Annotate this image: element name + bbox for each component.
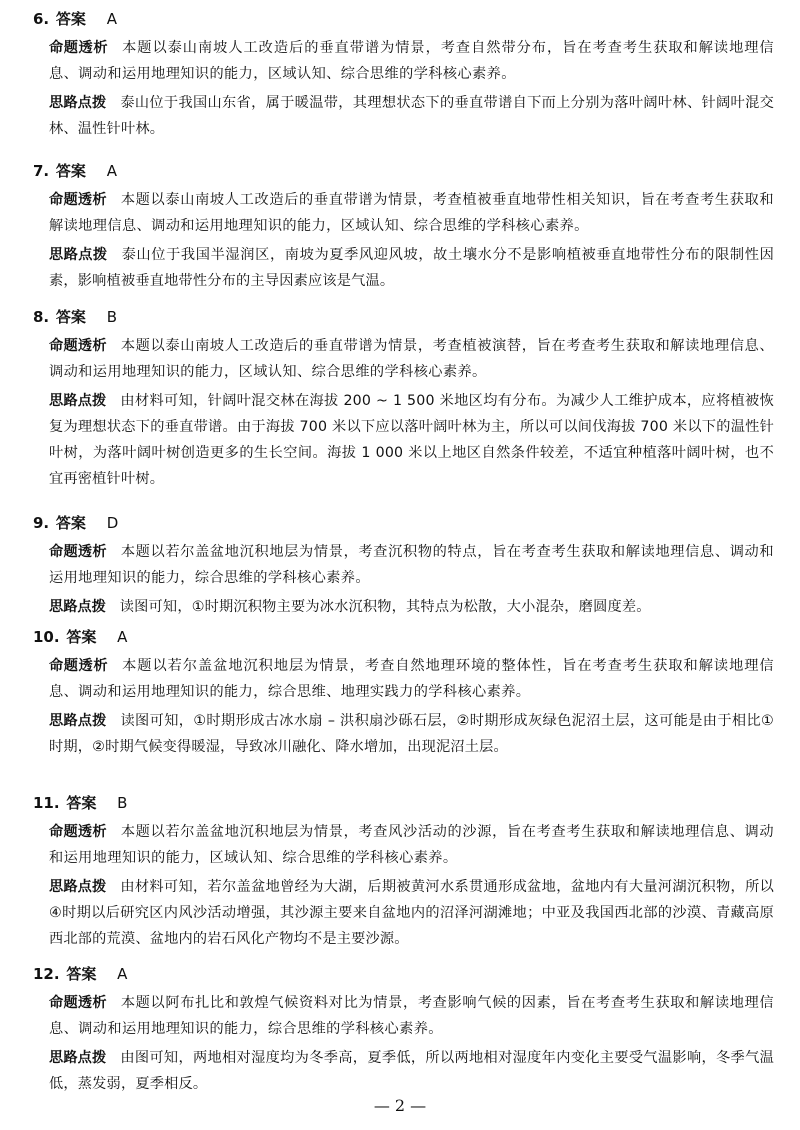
- analysis-paragraph: [49, 333, 774, 385]
- question-10: [33, 626, 774, 760]
- answer-value: A: [117, 965, 128, 983]
- question-header: [33, 626, 774, 648]
- hint-text: 读图可知，①时期形成古冰水扇 – 洪积扇沙砾石层，②时期形成灰绿色泥沼土层，这可能是由于相比①时期，②时期气候变得暖湿，导致冰川融化、降水增加，出现泥沼土层。: [49, 713, 774, 755]
- question-number: 6.: [33, 10, 50, 28]
- hint-label: 思路点拨: [49, 599, 106, 615]
- analysis-paragraph: [49, 990, 774, 1042]
- analysis-label: 命题透析: [49, 338, 107, 354]
- question-header: [33, 512, 774, 534]
- question-number: 12.: [33, 965, 60, 983]
- analysis-paragraph: [49, 35, 774, 87]
- hint-label: 思路点拨: [49, 713, 107, 729]
- analysis-paragraph: [49, 819, 774, 871]
- answer-value: D: [106, 514, 119, 532]
- analysis-paragraph: [49, 653, 774, 705]
- analysis-text: 本题以阿布扎比和敦煌气候资料对比为情景，考查影响气候的因素，旨在考查考生获取和解读地理信息、调动和运用地理知识的能力，综合思维的学科核心素养。: [49, 995, 774, 1037]
- page-number: — 2 —: [373, 1096, 427, 1115]
- hint-text: 泰山位于我国山东省，属于暖温带，其理想状态下的垂直带谱自下而上分别为落叶阔叶林、针阔叶混交林、温性针叶林。: [49, 95, 774, 137]
- question-header: [33, 963, 774, 985]
- question-7: [33, 160, 774, 294]
- hint-text: 由材料可知，若尔盖盆地曾经为大湖，后期被黄河水系贯通形成盆地，盆地内有大量河湖沉积物，所以④时期以后研究区内风沙活动增强，其沙源主要来自盆地内的沼泽河湖滩地；中亚及我国西北部的沙漠、青藏高原西北部的荒漠、盆地内的岩石风化产物均不是主要沙源。: [49, 879, 774, 947]
- question-number: 10.: [33, 628, 60, 646]
- analysis-text: 本题以若尔盖盆地沉积地层为情景，考查风沙活动的沙源，旨在考查考生获取和解读地理信息、调动和运用地理知识的能力，区域认知、综合思维的学科核心素养。: [49, 824, 774, 866]
- question-number: 7.: [33, 162, 50, 180]
- hint-label: 思路点拨: [49, 247, 108, 263]
- hint-paragraph: [49, 708, 774, 760]
- answer-label: 答案: [66, 628, 97, 646]
- question-header: [33, 8, 774, 30]
- answer-value: A: [106, 162, 117, 180]
- question-number: 11.: [33, 794, 60, 812]
- question-6: [33, 8, 774, 142]
- answer-label: 答案: [55, 162, 86, 180]
- hint-text: 由图可知，两地相对湿度均为冬季高，夏季低，所以两地相对湿度年内变化主要受气温影响，冬季气温低，蒸发弱，夏季相反。: [49, 1050, 774, 1092]
- analysis-paragraph: [49, 187, 774, 239]
- answer-label: 答案: [55, 308, 86, 326]
- question-header: [33, 306, 774, 328]
- question-11: [33, 792, 774, 952]
- answer-value: B: [106, 308, 118, 326]
- analysis-label: 命题透析: [49, 40, 109, 56]
- hint-paragraph: [49, 242, 774, 294]
- question-number: 8.: [33, 308, 50, 326]
- hint-label: 思路点拨: [49, 393, 107, 409]
- hint-label: 思路点拨: [49, 1050, 107, 1066]
- analysis-label: 命题透析: [49, 995, 107, 1011]
- answer-value: B: [117, 794, 128, 812]
- question-8: [33, 306, 774, 492]
- analysis-text: 本题以泰山南坡人工改造后的垂直带谱为情景，考查植被演替，旨在考查考生获取和解读地理信息、调动和运用地理知识的能力，区域认知、综合思维的学科核心素养。: [49, 338, 774, 380]
- hint-text: 读图可知，①时期沉积物主要为冰水沉积物，其特点为松散，大小混杂，磨圆度差。: [119, 599, 651, 615]
- analysis-text: 本题以若尔盖盆地沉积地层为情景，考查自然地理环境的整体性，旨在考查考生获取和解读地理信息、调动和运用地理知识的能力，综合思维、地理实践力的学科核心素养。: [49, 658, 774, 700]
- analysis-label: 命题透析: [49, 544, 107, 560]
- question-12: [33, 963, 774, 1097]
- analysis-paragraph: [49, 539, 774, 591]
- answer-label: 答案: [66, 794, 97, 812]
- question-header: [33, 160, 774, 182]
- hint-paragraph: [49, 90, 774, 142]
- question-header: [33, 792, 774, 814]
- analysis-label: 命题透析: [49, 824, 107, 840]
- analysis-text: 本题以若尔盖盆地沉积地层为情景，考查沉积物的特点，旨在考查考生获取和解读地理信息、调动和运用地理知识的能力，综合思维的学科核心素养。: [49, 544, 774, 586]
- answer-label: 答案: [66, 965, 97, 983]
- hint-paragraph: [49, 1045, 774, 1097]
- analysis-label: 命题透析: [49, 192, 107, 208]
- hint-label: 思路点拨: [49, 95, 107, 111]
- hint-paragraph: [49, 874, 774, 952]
- question-number: 9.: [33, 514, 50, 532]
- analysis-text: 本题以泰山南坡人工改造后的垂直带谱为情景，考查植被垂直地带性相关知识，旨在考查考生获取和解读地理信息、调动和运用地理知识的能力，区域认知、综合思维的学科核心素养。: [49, 192, 774, 234]
- hint-text: 泰山位于我国半湿润区，南坡为夏季风迎风坡，故土壤水分不是影响植被垂直地带性分布的限制性因素，影响植被垂直地带性分布的主导因素应该是气温。: [49, 247, 774, 289]
- answer-value: A: [117, 628, 128, 646]
- analysis-text: 本题以泰山南坡人工改造后的垂直带谱为情景，考查自然带分布，旨在考查考生获取和解读地理信息、调动和运用地理知识的能力，区域认知、综合思维的学科核心素养。: [49, 40, 774, 82]
- answer-value: A: [106, 10, 117, 28]
- hint-paragraph: [49, 594, 774, 620]
- hint-paragraph: [49, 388, 774, 492]
- hint-text: 由材料可知，针阔叶混交林在海拔 200 ~ 1 500 米地区均有分布。为减少人工维护成本，应将植被恢复为理想状态下的垂直带谱。由于海拔 700 米以下应以落叶阔叶林为主，所以可以间伐海拔 700 米以下的温性针叶树，为落叶阔叶树创造更多的生长空间。海拔 1 000 米以上地区自然条件较差，不适宜种植落叶阔叶树，也不宜再密植针叶树。: [49, 393, 774, 487]
- answer-label: 答案: [55, 514, 86, 532]
- question-9: [33, 512, 774, 620]
- hint-label: 思路点拨: [49, 879, 107, 895]
- analysis-label: 命题透析: [49, 658, 109, 674]
- answer-label: 答案: [55, 10, 86, 28]
